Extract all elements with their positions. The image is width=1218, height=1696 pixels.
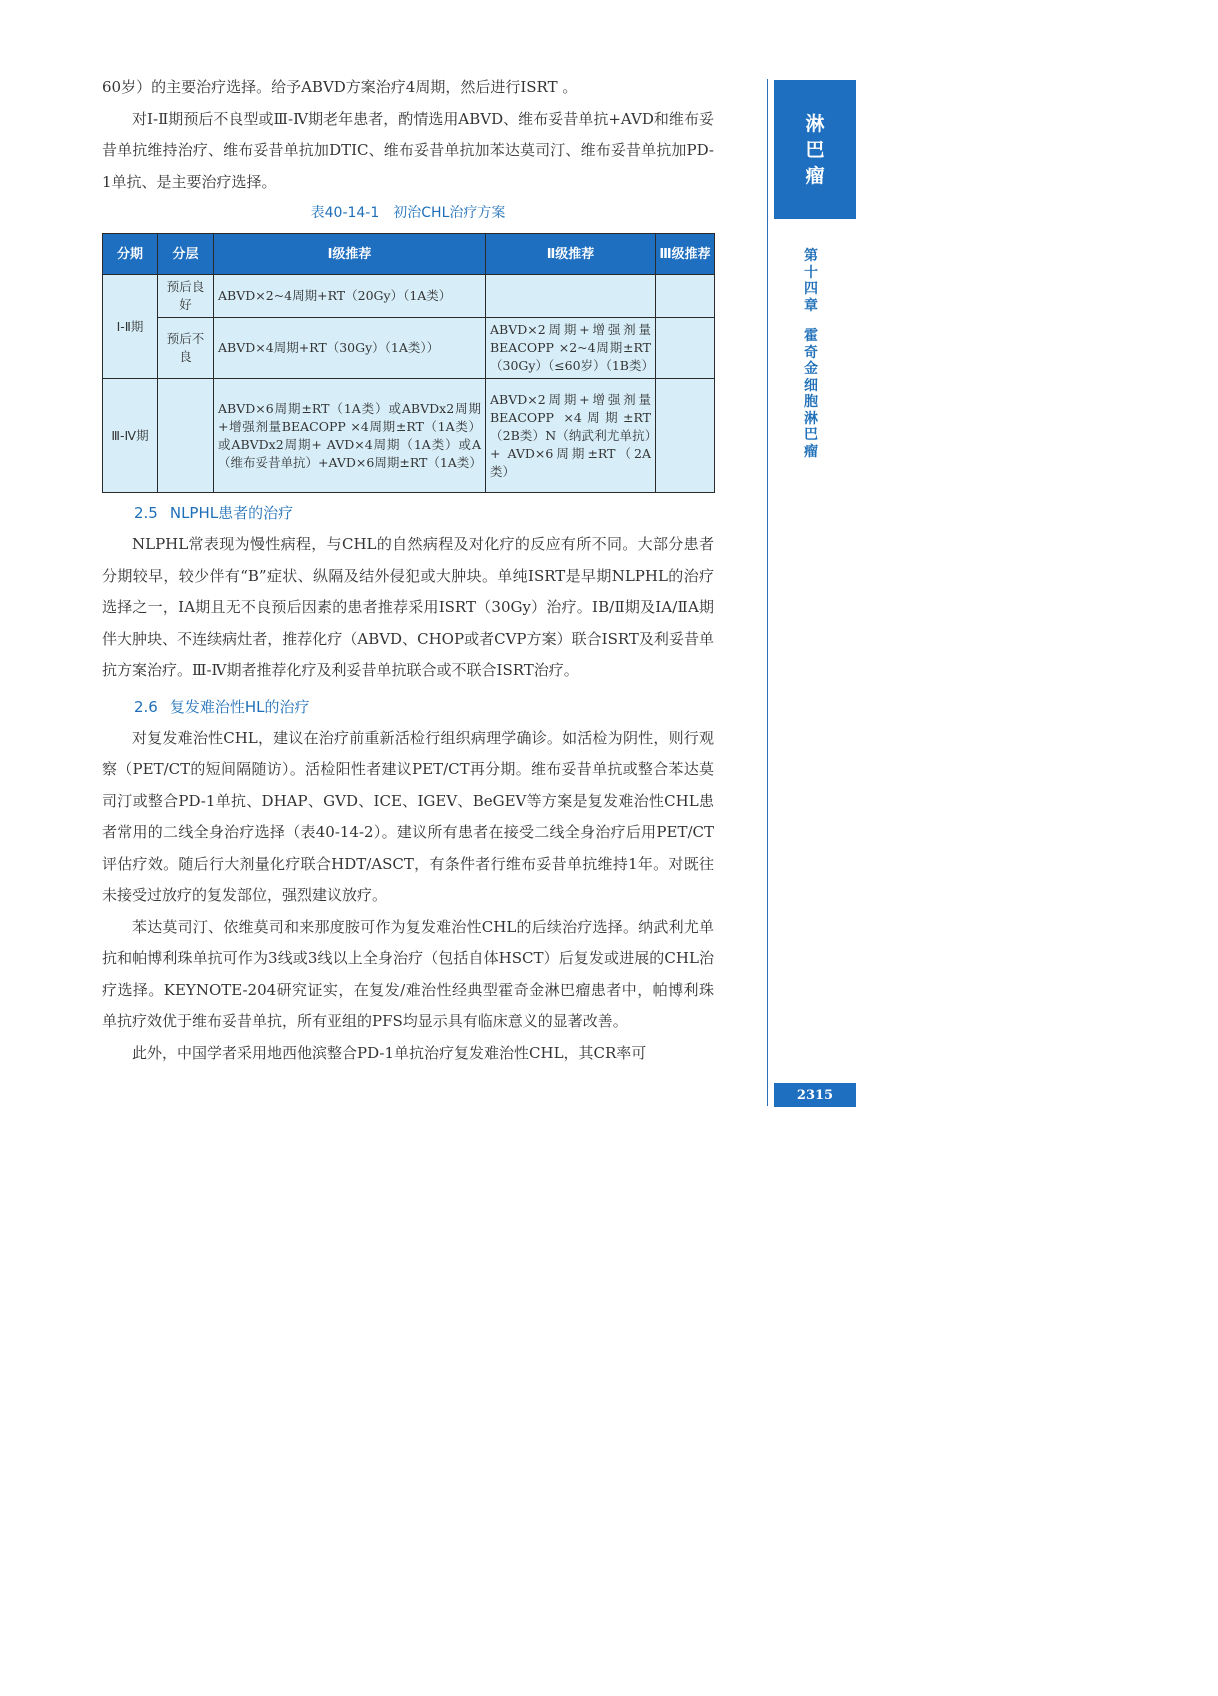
cell-stage: Ⅰ-Ⅱ期 (103, 275, 158, 379)
table-row (103, 275, 715, 318)
chapter-char: 细 (804, 377, 818, 394)
cell-level1: ABVD×6周期±RT（1A类）或ABVDx2周期+增强剂量BEACOPP ×4周期±RT（1A类）或ABVDx2周期+ AVD×4周期（1A类）或A（维布妥昔单抗）+AVD×6周期±RT（1A类） (214, 379, 486, 493)
section-heading-2-6 (134, 691, 714, 723)
margin-divider (767, 79, 768, 1106)
section-title: NLPHL患者的治疗 (169, 504, 294, 522)
chapter-gap (800, 314, 822, 328)
chapter-char: 巴 (804, 427, 818, 443)
paragraph-relapsed-1: 对复发难治性CHL，建议在治疗前重新活检行组织病理学确诊。如活检为阴性，则行观察（PET/CT的短间隔随访）。活检阳性者建议PET/CT再分期。维布妥昔单抗或整合苯达莫司汀或整合PD-1单抗、DHAP、GVD、ICE、IGEV、BeGEV等方案是复发难治性CHL患者常用的二线全身治疗选择（表40-14-2）。建议所有患者在接受二线全身治疗后用PET/CT评估疗效。随后行大剂量化疗联合HDT/ASCT，有条件者行维布妥昔单抗维持1年。对既往未接受过放疗的复发部位，强烈建议放疗。 (102, 728, 714, 904)
header-layer: 分层 (158, 234, 214, 275)
chapter-char: 霍 (804, 328, 818, 344)
treatment-table (102, 233, 715, 493)
chapter-char: 十 (804, 264, 818, 281)
paragraph-elderly-treatment: 对Ⅰ-Ⅱ期预后不良型或Ⅲ-Ⅳ期老年患者，酌情选用ABVD、维布妥昔单抗+AVD和维布妥昔单抗维持治疗、维布妥昔单抗加DTIC、维布妥昔单抗加苯达莫司汀、维布妥昔单抗加PD-1单抗、是主要治疗选择。 (102, 109, 714, 191)
header-level1: Ⅰ级推荐 (214, 234, 486, 275)
chapter-tab (774, 80, 856, 219)
main-content (102, 72, 714, 1069)
cell-level3 (656, 275, 715, 318)
table-header-row (103, 234, 715, 275)
header-level3: Ⅲ级推荐 (656, 234, 715, 275)
paragraph-nlphl: NLPHL常表现为慢性病程，与CHL的自然病程及对化疗的反应有所不同。大部分患者分期较早，较少伴有“B”症状、纵隔及结外侵犯或大肿块。单纯ISRT是早期NLPHL的治疗选择之一，ⅠA期且无不良预后因素的患者推荐采用ISRT（30Gy）治疗。ⅠB/Ⅱ期及ⅠA/ⅡA期伴大肿块、不连续病灶者，推荐化疗（ABVD、CHOP或者CVP方案）联合ISRT及利妥昔单抗方案治疗。Ⅲ-Ⅳ期者推荐化疗及利妥昔单抗联合或不联合ISRT治疗。 (102, 535, 714, 679)
tab-char: 淋 (805, 112, 825, 135)
cell-level1: ABVD×2~4周期+RT（20Gy）（1A类） (214, 275, 486, 318)
table-row (103, 318, 715, 379)
tab-char: 巴 (805, 138, 825, 161)
table-row (103, 379, 715, 493)
cell-level3 (656, 318, 715, 379)
paragraph-relapsed-2: 苯达莫司汀、依维莫司和来那度胺可作为复发难治性CHL的后续治疗选择。纳武利尤单抗和帕博利珠单抗可作为3线或3线以上全身治疗（包括自体HSCT）后复发或进展的CHL治疗选择。KEYNOTE-204研究证实，在复发/难治性经典型霍奇金淋巴瘤患者中，帕博利珠单抗疗效优于维布妥昔单抗，所有亚组的PFS均显示具有临床意义的显著改善。 (102, 917, 714, 1030)
chapter-char: 四 (804, 281, 818, 297)
paragraph-continued: 60岁）的主要治疗选择。给予ABVD方案治疗4周期，然后进行ISRT 。 (102, 78, 578, 96)
cell-level1: ABVD×4周期+RT（30Gy）（1A类）） (214, 318, 486, 379)
page-number: 2315 (774, 1083, 856, 1107)
header-level2: Ⅱ级推荐 (486, 234, 656, 275)
cell-level2: ABVD×2周期+增强剂量BEACOPP ×2~4周期±RT（30Gy）（≤60岁）（1B类） (486, 318, 656, 379)
chapter-char: 金 (804, 361, 818, 377)
cell-layer (158, 379, 214, 493)
section-number: 2.6 (134, 697, 158, 716)
paragraph-relapsed-3: 此外，中国学者采用地西他滨整合PD-1单抗治疗复发难治性CHL，其CR率可 (132, 1043, 647, 1062)
section-heading-2-5 (134, 497, 714, 529)
chapter-char: 胞 (804, 394, 818, 410)
cell-layer: 预后良好 (158, 275, 214, 318)
chapter-char: 奇 (804, 344, 818, 361)
chapter-char: 第 (804, 248, 818, 264)
chapter-char: 瘤 (804, 443, 818, 460)
cell-level3 (656, 379, 715, 493)
chapter-label (800, 248, 822, 460)
cell-level2 (486, 275, 656, 318)
cell-level2: ABVD×2周期+增强剂量BEACOPP ×4周期±RT（2B类）N（纳武利尤单抗）+ AVD×6周期±RT（2A类） (486, 379, 656, 493)
cell-stage: Ⅲ-Ⅳ期 (103, 379, 158, 493)
table-title: 表40-14-1 初治CHL治疗方案 (310, 205, 506, 221)
chapter-char: 淋 (804, 410, 818, 427)
chapter-char: 章 (804, 297, 818, 314)
section-title: 复发难治性HL的治疗 (169, 697, 310, 716)
section-number: 2.5 (134, 504, 158, 522)
header-stage: 分期 (103, 234, 158, 275)
tab-char: 瘤 (805, 164, 825, 187)
cell-layer: 预后不良 (158, 318, 214, 379)
